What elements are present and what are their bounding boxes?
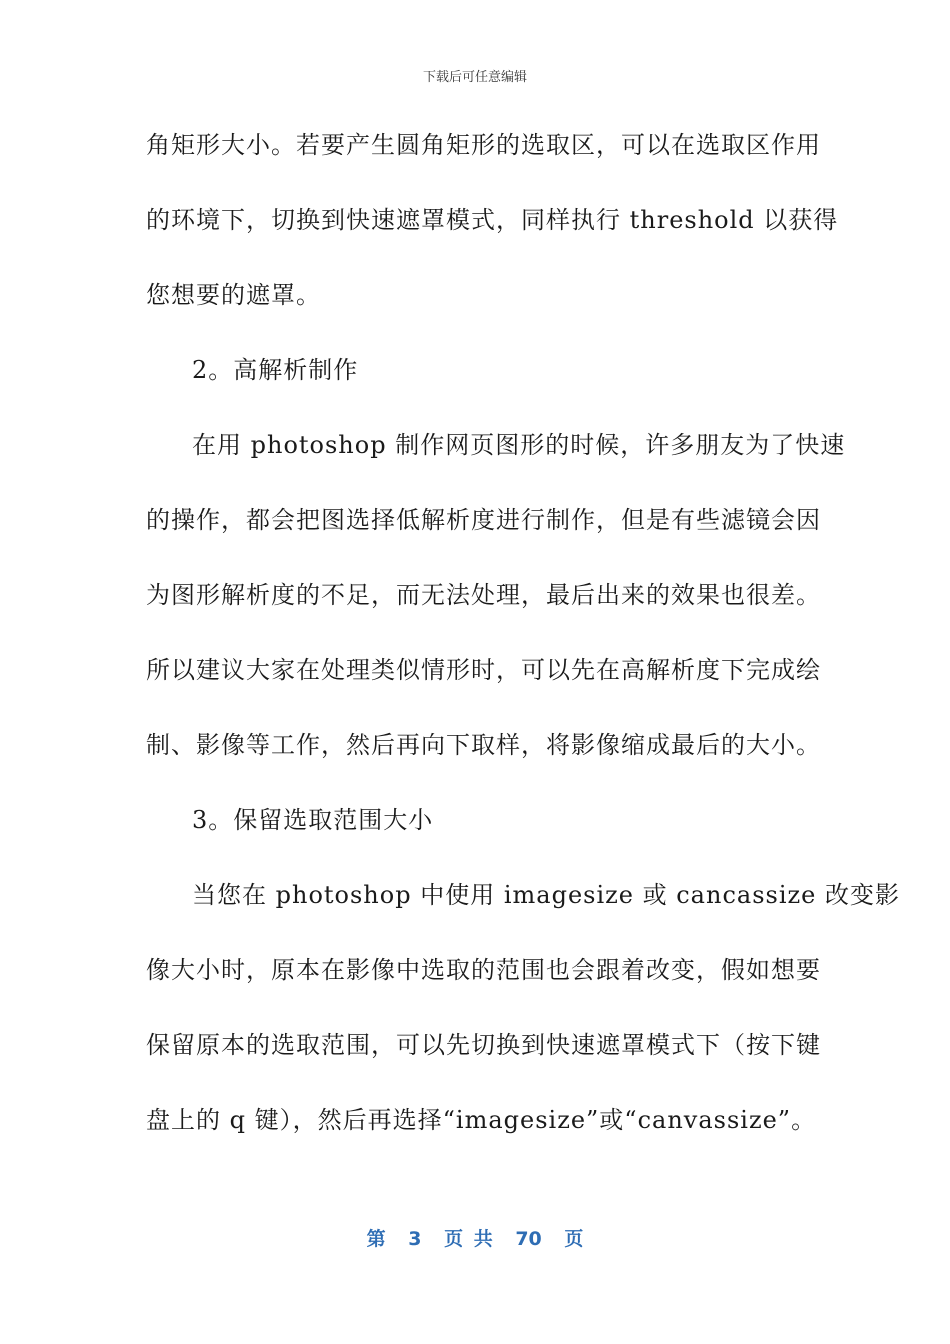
body-line-14: 盘上的 q 键），然后再选择“imagesize”或“canvassize”。 bbox=[146, 1106, 817, 1134]
footer-suffix: 页 bbox=[564, 1228, 584, 1250]
section-heading-2: 2。高解析制作 bbox=[192, 356, 359, 384]
body-line-1: 角矩形大小。若要产生圆角矩形的选取区，可以在选取区作用 bbox=[146, 131, 821, 159]
body-line-8: 所以建议大家在处理类似情形时，可以先在高解析度下完成绘 bbox=[146, 656, 821, 684]
body-line-7: 为图形解析度的不足，而无法处理，最后出来的效果也很差。 bbox=[146, 581, 821, 609]
body-line-6: 的操作，都会把图选择低解析度进行制作，但是有些滤镜会因 bbox=[146, 506, 821, 534]
body-line-2: 的环境下，切换到快速遮罩模式，同样执行 threshold 以获得 bbox=[146, 206, 839, 234]
footer-total-pages: 70 bbox=[515, 1228, 542, 1250]
section-heading-3: 3。保留选取范围大小 bbox=[192, 806, 434, 834]
document-body bbox=[146, 108, 900, 1158]
footer-current-page: 3 bbox=[408, 1228, 422, 1250]
body-line-9: 制、影像等工作，然后再向下取样，将影像缩成最后的大小。 bbox=[146, 731, 821, 759]
body-line-12: 像大小时，原本在影像中选取的范围也会跟着改变，假如想要 bbox=[146, 956, 821, 984]
footer-middle: 页 共 bbox=[444, 1228, 493, 1250]
page-footer bbox=[0, 1224, 950, 1251]
page-header: 下载后可任意编辑 bbox=[422, 70, 527, 85]
body-line-11: 当您在 photoshop 中使用 imagesize 或 cancassize 改变影 bbox=[192, 881, 900, 909]
body-line-13: 保留原本的选取范围，可以先切换到快速遮罩模式下（按下键 bbox=[146, 1031, 821, 1059]
footer-prefix: 第 bbox=[366, 1228, 386, 1250]
body-line-3: 您想要的遮罩。 bbox=[146, 281, 321, 309]
body-line-5: 在用 photoshop 制作网页图形的时候，许多朋友为了快速 bbox=[192, 431, 846, 459]
